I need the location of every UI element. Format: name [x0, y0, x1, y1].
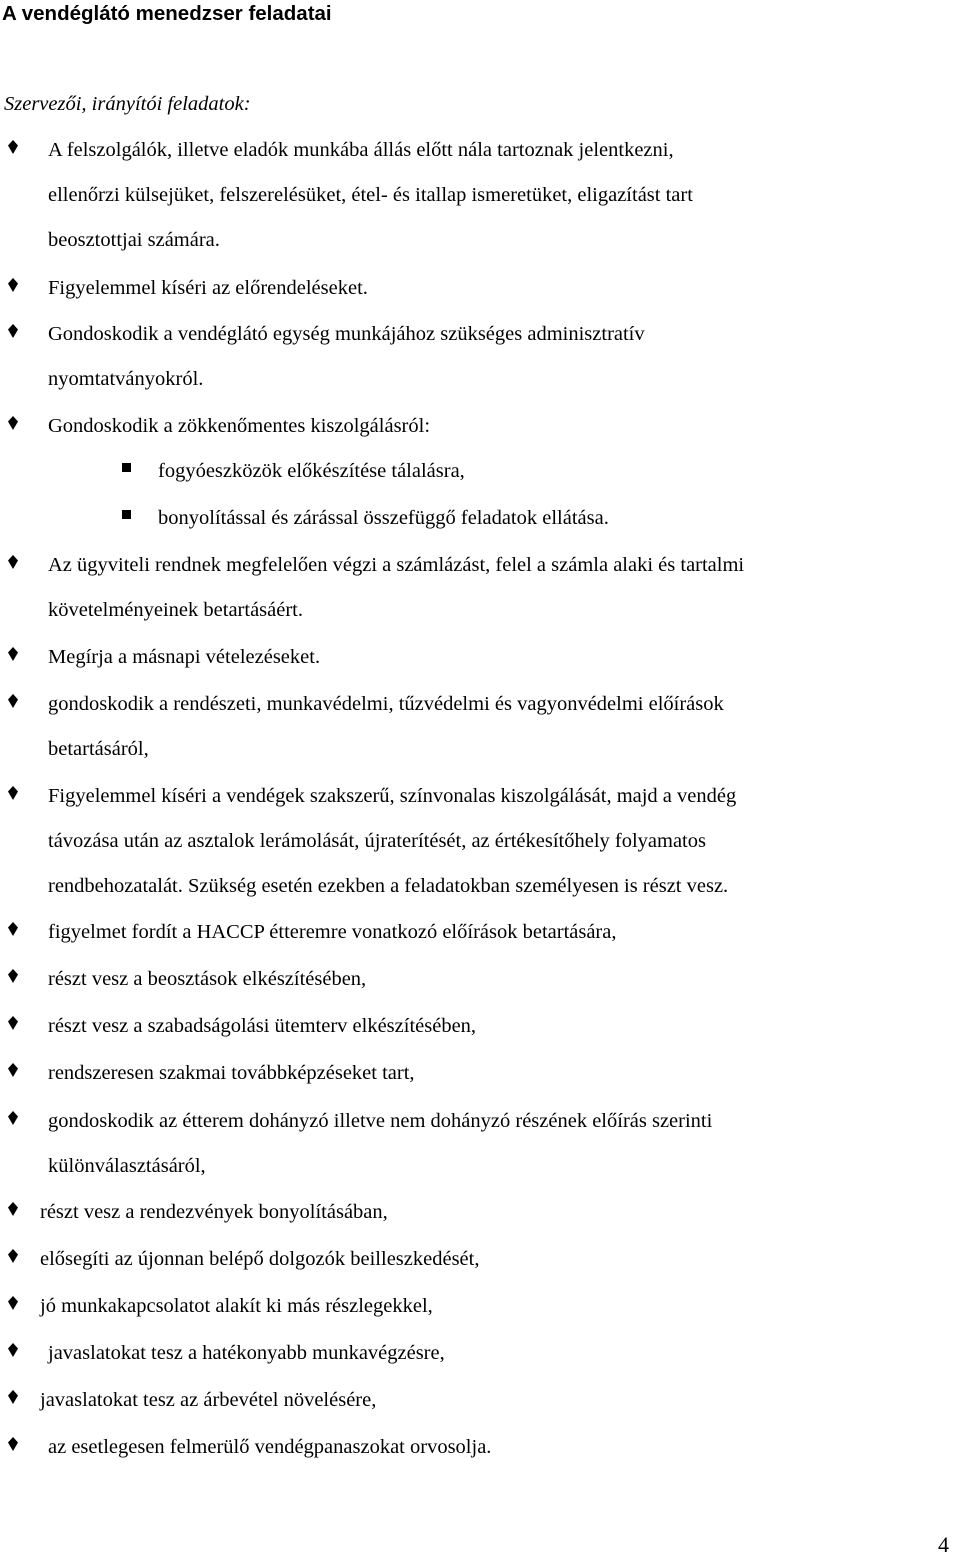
- list-item-line: rendszeresen szakmai továbbképzéseket tart,: [48, 1062, 415, 1084]
- list-item: [48, 1051, 956, 1096]
- diamond-bullet-icon: [8, 1437, 18, 1451]
- list-item-line: ellenőrzi külsejüket, felszerelésüket, étel- és itallap ismeretüket, eligazítást tart: [48, 184, 693, 206]
- list-item-line: elősegíti az újonnan belépő dolgozók beilleszkedését,: [40, 1248, 480, 1270]
- list-item-line: rendbehozatalát. Szükség esetén ezekben a feladatokban személyesen is részt vesz.: [48, 875, 729, 897]
- diamond-bullet-icon: [8, 1111, 18, 1125]
- list-item: [48, 128, 956, 263]
- square-bullet-icon: [122, 463, 131, 472]
- page-number: 4: [938, 1532, 949, 1557]
- sub-list-item: bonyolítással és zárással összefüggő feladatok ellátása.: [158, 507, 609, 529]
- list-item: [40, 1378, 956, 1423]
- list-item-line: Az ügyviteli rendnek megfelelően végzi a számlázást, felel a számla alaki és tartalmi: [48, 554, 745, 576]
- list-item: [48, 957, 956, 1002]
- list-item-line: Figyelemmel kíséri a vendégek szakszerű, színvonalas kiszolgálását, majd a vendég: [48, 785, 737, 807]
- document-title: A vendéglátó menedzser feladatai: [2, 2, 332, 25]
- list-item-line: A felszolgálók, illetve eladók munkába állás előtt nála tartoznak jelentkezni,: [48, 139, 674, 161]
- diamond-bullet-icon: [8, 922, 18, 936]
- sub-list-item: fogyóeszközök előkészítése tálalásra,: [158, 460, 465, 482]
- diamond-bullet-icon: [8, 555, 18, 569]
- list-item: [48, 1425, 956, 1470]
- list-item: [48, 404, 956, 449]
- diamond-bullet-icon: [8, 1249, 18, 1263]
- diamond-bullet-icon: [8, 1063, 18, 1077]
- diamond-bullet-icon: [8, 694, 18, 708]
- list-item-line: az esetlegesen felmerülő vendégpanaszokat orvosolja.: [48, 1436, 492, 1458]
- list-item-line: Megírja a másnapi vételezéseket.: [48, 646, 321, 668]
- diamond-bullet-icon: [8, 647, 18, 661]
- list-item-line: részt vesz a rendezvények bonyolításában,: [40, 1201, 388, 1223]
- list-item: [48, 910, 956, 955]
- diamond-bullet-icon: [8, 1202, 18, 1216]
- diamond-bullet-icon: [8, 278, 18, 292]
- list-item-line: Figyelemmel kíséri az előrendeléseket.: [48, 277, 368, 299]
- list-item-line: gondoskodik az étterem dohányzó illetve nem dohányzó részének előírás szerinti: [48, 1110, 713, 1132]
- diamond-bullet-icon: [8, 1390, 18, 1404]
- list-item: [48, 1099, 956, 1189]
- list-item: [48, 1331, 956, 1376]
- list-item-line: Gondoskodik a vendéglátó egység munkájához szükséges adminisztratív: [48, 323, 645, 345]
- list-item-line: jó munkakapcsolatot alakít ki más részlegekkel,: [40, 1295, 433, 1317]
- diamond-bullet-icon: [8, 324, 18, 338]
- list-item-line: követelményeinek betartásáért.: [48, 599, 303, 621]
- list-item-line: távozása után az asztalok lerámolását, újraterítését, az értékesítőhely folyamatos: [48, 830, 706, 852]
- list-item: [48, 543, 956, 633]
- section-heading: Szervezői, irányítói feladatok:: [4, 93, 251, 115]
- diamond-bullet-icon: [8, 786, 18, 800]
- list-item-line: részt vesz a beosztások elkészítésében,: [48, 968, 367, 990]
- list-item-line: gondoskodik a rendészeti, munkavédelmi, tűzvédelmi és vagyonvédelmi előírások: [48, 693, 724, 715]
- diamond-bullet-icon: [8, 1343, 18, 1357]
- diamond-bullet-icon: [8, 1296, 18, 1310]
- list-item-line: javaslatokat tesz a hatékonyabb munkavégzésre,: [48, 1342, 445, 1364]
- list-item-line: javaslatokat tesz az árbevétel növelésére,: [40, 1389, 377, 1411]
- list-item: [40, 1190, 956, 1235]
- diamond-bullet-icon: [8, 969, 18, 983]
- list-item-line: Gondoskodik a zökkenőmentes kiszolgálásról:: [48, 415, 431, 437]
- list-item-line: részt vesz a szabadságolási ütemterv elkészítésében,: [48, 1015, 477, 1037]
- diamond-bullet-icon: [8, 140, 18, 154]
- list-item-line: különválasztásáról,: [48, 1155, 206, 1177]
- list-item: [48, 635, 956, 680]
- list-item-line: betartásáról,: [48, 738, 149, 760]
- list-item: [48, 682, 956, 772]
- list-item-line: figyelmet fordít a HACCP étteremre vonatkozó előírások betartására,: [48, 921, 617, 943]
- square-bullet-icon: [122, 510, 131, 519]
- list-item: [48, 774, 956, 909]
- diamond-bullet-icon: [8, 1016, 18, 1030]
- list-item: [48, 1004, 956, 1049]
- list-item: [48, 312, 956, 402]
- list-item: [40, 1237, 956, 1282]
- list-item: [48, 266, 956, 311]
- list-item-line: beosztottjai számára.: [48, 229, 220, 251]
- list-item: [40, 1284, 956, 1329]
- list-item-line: nyomtatványokról.: [48, 368, 204, 390]
- diamond-bullet-icon: [8, 416, 18, 430]
